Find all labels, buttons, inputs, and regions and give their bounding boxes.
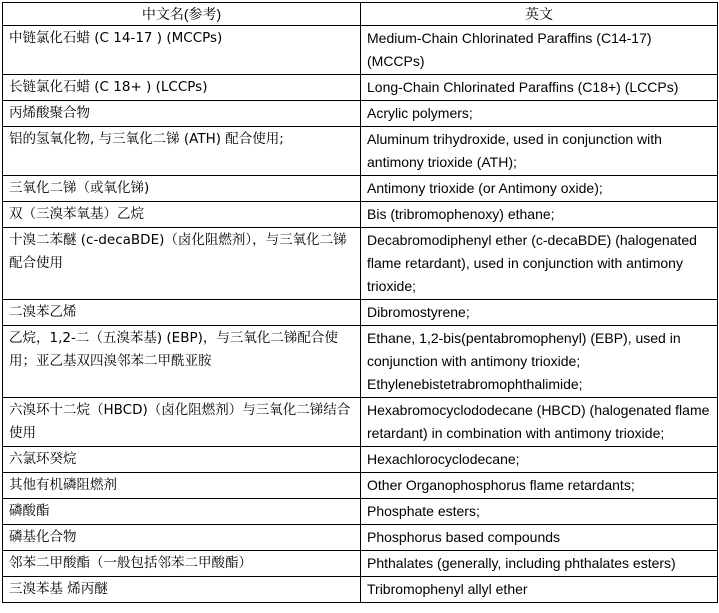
- table-row: [3, 577, 718, 603]
- cell-english-name: Phosphate esters;: [361, 499, 718, 525]
- table-row: [3, 473, 718, 499]
- chemical-name-table: [2, 2, 718, 603]
- cell-english-name: Aluminum trihydroxide, used in conjunction with antimony trioxide (ATH);: [361, 127, 718, 176]
- cell-chinese-name: 邻苯二甲酸酯（一般包括邻苯二甲酸酯）: [3, 551, 361, 577]
- table-row: [3, 551, 718, 577]
- table-row: [3, 398, 718, 447]
- cell-english-name: Other Organophosphorus flame retardants;: [361, 473, 718, 499]
- header-english-name: 英文: [361, 3, 718, 26]
- cell-english-name: Decabromodiphenyl ether (c-decaBDE) (halogenated flame retardant), used in conjunction with antimony trioxide;: [361, 228, 718, 300]
- cell-chinese-name: 六氯环癸烷: [3, 447, 361, 473]
- cell-english-name: Hexachlorocyclodecane;: [361, 447, 718, 473]
- table-row: [3, 326, 718, 398]
- cell-english-name: Phthalates (generally, including phthalates esters): [361, 551, 718, 577]
- cell-chinese-name: 六溴环十二烷（HBCD)（卤化阻燃剂）与三氧化二锑结合使用: [3, 398, 361, 447]
- table-row: [3, 447, 718, 473]
- table-header-row: [3, 3, 718, 26]
- cell-english-name: Phosphorus based compounds: [361, 525, 718, 551]
- cell-chinese-name: 乙烷，1,2-二（五溴苯基) (EBP)，与三氧化二锑配合使用；亚乙基双四溴邻苯二甲酰亚胺: [3, 326, 361, 398]
- table-row: [3, 228, 718, 300]
- cell-chinese-name: 三溴苯基 烯丙醚: [3, 577, 361, 603]
- cell-chinese-name: 磷基化合物: [3, 525, 361, 551]
- cell-chinese-name: 三氧化二锑（或氧化锑): [3, 176, 361, 202]
- table-row: [3, 75, 718, 101]
- table-row: [3, 127, 718, 176]
- cell-chinese-name: 中链氯化石蜡 (C 14-17 ) (MCCPs): [3, 26, 361, 75]
- cell-chinese-name: 双（三溴苯氧基）乙烷: [3, 202, 361, 228]
- table-body: [3, 26, 718, 603]
- table-row: [3, 525, 718, 551]
- cell-english-name: Medium-Chain Chlorinated Paraffins (C14-17) (MCCPs): [361, 26, 718, 75]
- cell-english-name: Hexabromocyclododecane (HBCD) (halogenated flame retardant) in combination with antimony trioxide;: [361, 398, 718, 447]
- header-chinese-name: 中文名(参考): [3, 3, 361, 26]
- cell-english-name: Ethane, 1,2-bis(pentabromophenyl) (EBP), used in conjunction with antimony trioxide; Ethylenebistetrabromophthalimide;: [361, 326, 718, 398]
- table-row: [3, 300, 718, 326]
- cell-chinese-name: 铝的氢氧化物, 与三氧化二锑 (ATH) 配合使用;: [3, 127, 361, 176]
- cell-chinese-name: 二溴苯乙烯: [3, 300, 361, 326]
- cell-english-name: Antimony trioxide (or Antimony oxide);: [361, 176, 718, 202]
- table-row: [3, 26, 718, 75]
- cell-english-name: Long-Chain Chlorinated Paraffins (C18+) (LCCPs): [361, 75, 718, 101]
- cell-chinese-name: 十溴二苯醚 (c-decaBDE)（卤化阻燃剂），与三氧化二锑配合使用: [3, 228, 361, 300]
- table-row: [3, 101, 718, 127]
- cell-chinese-name: 其他有机磷阻燃剂: [3, 473, 361, 499]
- cell-chinese-name: 长链氯化石蜡 (C 18+ ) (LCCPs): [3, 75, 361, 101]
- table-row: [3, 202, 718, 228]
- table-row: [3, 176, 718, 202]
- cell-english-name: Acrylic polymers;: [361, 101, 718, 127]
- cell-english-name: Tribromophenyl allyl ether: [361, 577, 718, 603]
- cell-english-name: Bis (tribromophenoxy) ethane;: [361, 202, 718, 228]
- cell-chinese-name: 磷酸酯: [3, 499, 361, 525]
- table-row: [3, 499, 718, 525]
- cell-chinese-name: 丙烯酸聚合物: [3, 101, 361, 127]
- cell-english-name: Dibromostyrene;: [361, 300, 718, 326]
